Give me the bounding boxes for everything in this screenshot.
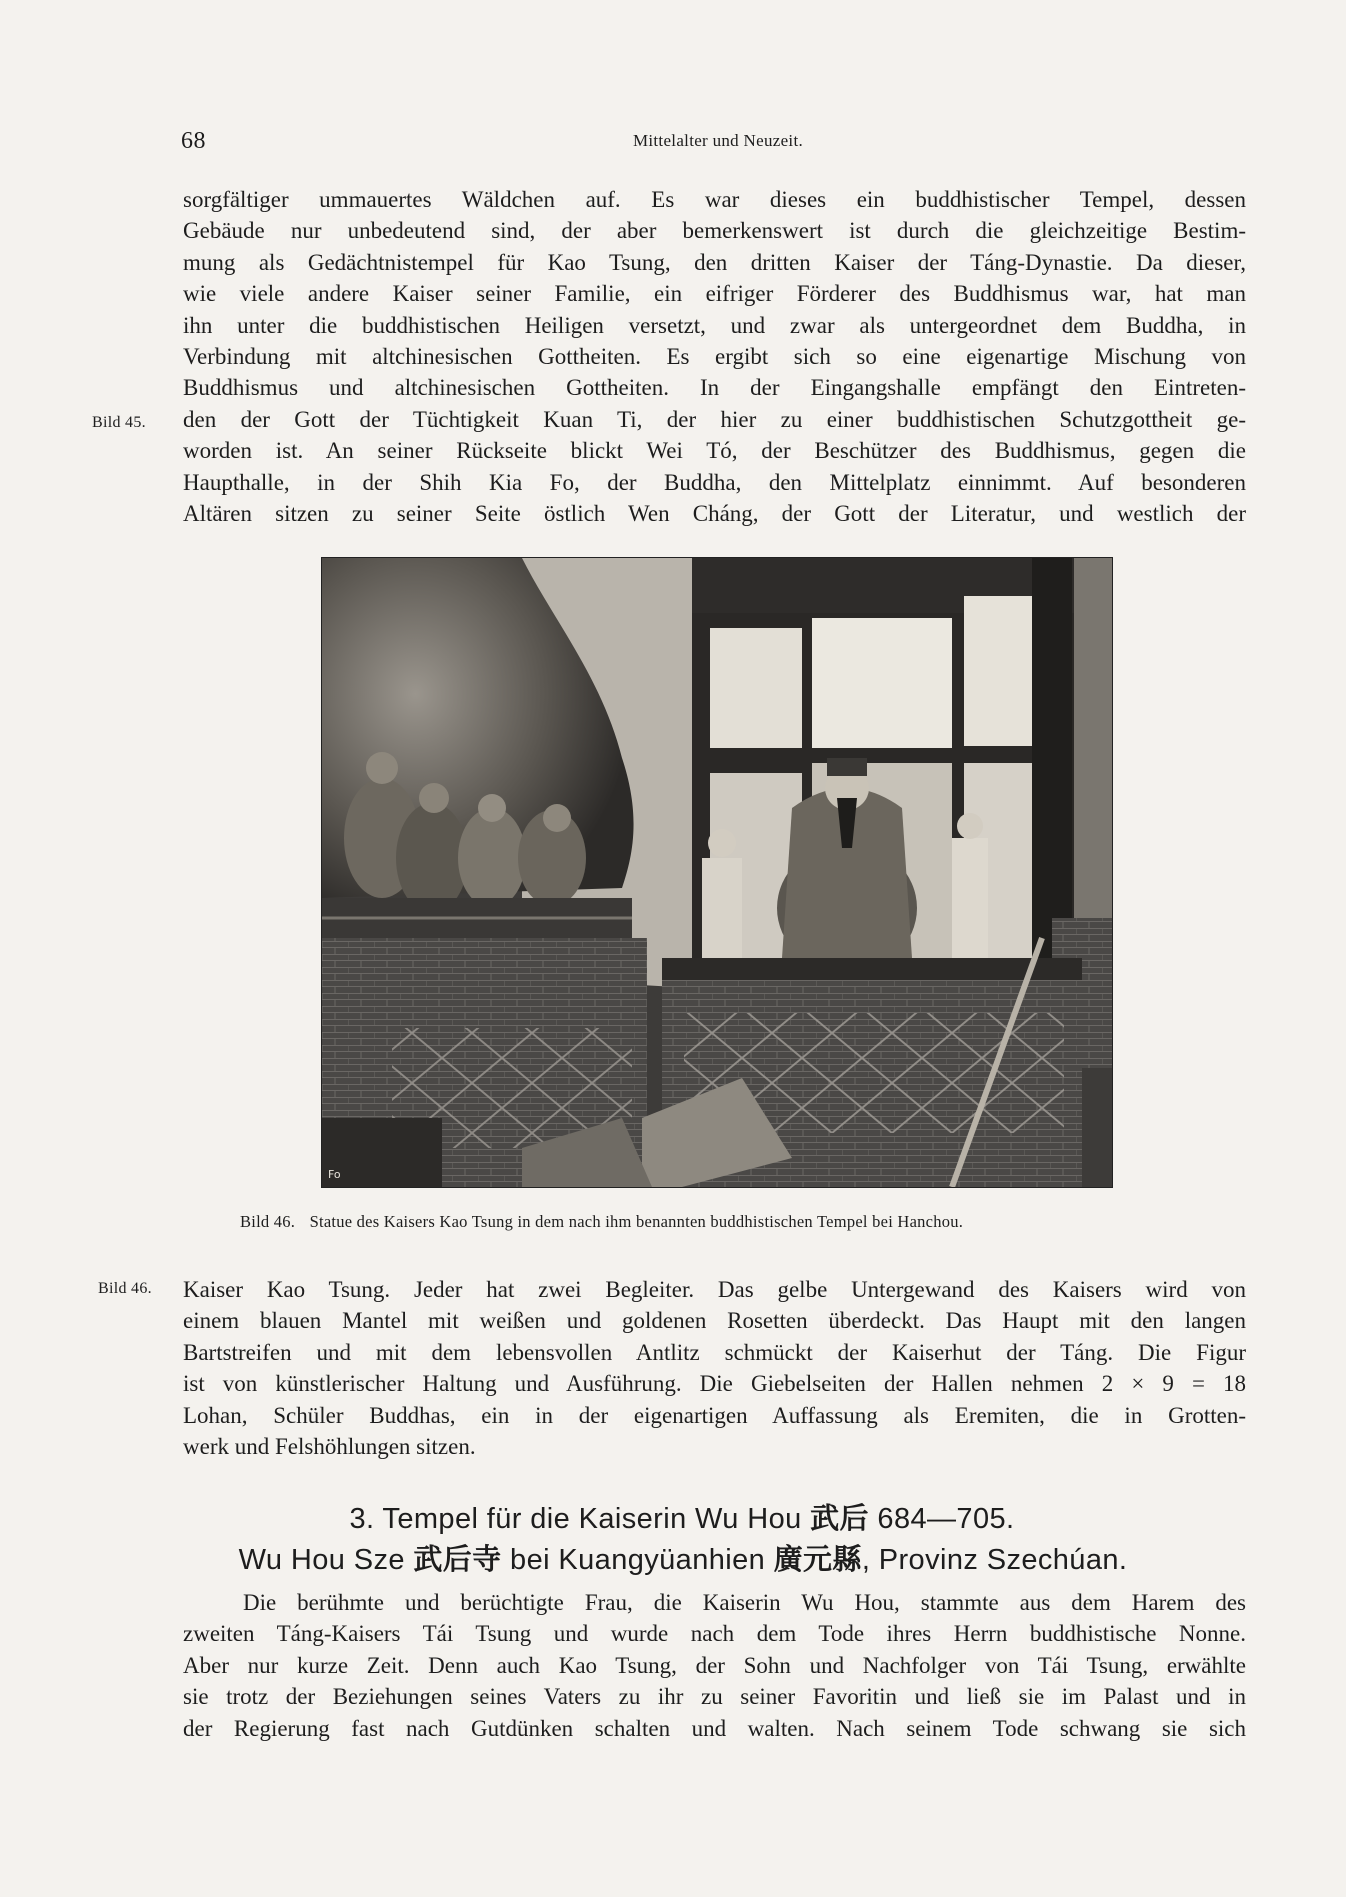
heading-cjk: 武后 xyxy=(810,1501,869,1535)
section-heading-line-2 xyxy=(0,1537,1346,1578)
text-line: Aber nur kurze Zeit. Denn auch Kao Tsung, der Sohn und Nachfolger von Tái Tsung, erwählte xyxy=(183,1652,1246,1678)
heading-cjk: 廣元縣 xyxy=(773,1542,862,1576)
text-line: einem blauen Mantel mit weißen und goldenen Rosetten überdeckt. Das Haupt mit den langen xyxy=(183,1308,1246,1334)
margin-figure-reference: Bild 45. xyxy=(92,414,146,431)
running-title: Mittelalter und Neuzeit. xyxy=(632,131,804,150)
section-heading-line-1 xyxy=(0,1496,1346,1537)
text-line: werk und Felshöhlungen sitzen. xyxy=(183,1434,476,1460)
text-line: worden ist. An seiner Rückseite blickt Wei Tó, der Beschützer des Buddhismus, gegen die xyxy=(183,438,1246,464)
paragraph-2 xyxy=(183,1274,1246,1462)
paragraph-3 xyxy=(183,1587,1246,1744)
text-line: Bartstreifen und mit dem lebensvollen Antlitz schmückt der Kaiserhut der Táng. Die Figur xyxy=(183,1339,1246,1365)
paragraph-1 xyxy=(183,184,1246,529)
text-line: Kaiser Kao Tsung. Jeder hat zwei Begleiter. Das gelbe Untergewand des Kaisers wird von xyxy=(183,1277,1246,1302)
figure-caption-text: Statue des Kaisers Kao Tsung in dem nach ihm benannten buddhistischen Tempel bei Hanchou. xyxy=(309,1212,964,1231)
text-line: Buddhismus und altchinesischen Gottheiten. In der Eingangshalle empfängt den Eintreten- xyxy=(183,375,1246,401)
text-line: ist von künstlerischer Haltung und Ausführung. Die Giebelseiten der Hallen nehmen 2 × 9 = 18 xyxy=(183,1371,1246,1397)
heading-text: 3. Tempel für die Kaiserin Wu Hou xyxy=(349,1503,811,1535)
margin-figure-reference: Bild 46. xyxy=(98,1280,152,1297)
text-line: Verbindung mit altchinesischen Gottheiten. Es ergibt sich so eine eigenartige Mischung von xyxy=(183,344,1246,370)
text-line: sie trotz der Beziehungen seines Vaters zu ihr zu seiner Favoritin und ließ sie im Palast und in xyxy=(183,1684,1246,1710)
heading-text: 684—705. xyxy=(868,1503,1015,1535)
text-line: Altären sitzen zu seiner Seite östlich Wen Cháng, der Gott der Literatur, und westlich der xyxy=(183,501,1246,527)
heading-cjk: 武后寺 xyxy=(413,1542,502,1576)
figure-label: Bild 46. xyxy=(240,1212,296,1231)
text-line: Haupthalle, in der Shih Kia Fo, der Buddha, den Mittelplatz einnimmt. Auf besonderen xyxy=(183,469,1246,495)
text-line: Lohan, Schüler Buddhas, ein in der eigenartigen Auffassung als Eremiten, die in Grotten- xyxy=(183,1402,1246,1428)
text-line: sorgfältiger ummauertes Wäldchen auf. Es war dieses ein buddhistischer Tempel, dessen xyxy=(183,187,1246,212)
text-line: ihn unter die buddhistischen Heiligen versetzt, und zwar als untergeordnet dem Buddha, in xyxy=(183,312,1246,338)
text-line: zweiten Táng-Kaisers Tái Tsung und wurde nach dem Tode ihres Herrn buddhistische Nonne. xyxy=(183,1621,1246,1647)
text-line: der Regierung fast nach Gutdünken schalten und walten. Nach seinem Tode schwang sie sich xyxy=(183,1715,1246,1741)
photo-mark: Fo xyxy=(328,1168,341,1181)
heading-text: , Provinz Szechúan. xyxy=(861,1544,1128,1576)
figure-caption xyxy=(240,1212,1200,1232)
text-line: mung als Gedächtnistempel für Kao Tsung, den dritten Kaiser der Táng-Dynastie. Da dieser, xyxy=(183,249,1246,275)
text-line: den der Gott der Tüchtigkeit Kuan Ti, der hier zu einer buddhistischen Schutzgottheit ge- xyxy=(183,406,1246,432)
text-line: Die berühmte und berüchtigte Frau, die Kaiserin Wu Hou, stammte aus dem Harem des xyxy=(243,1590,1246,1615)
temple-photograph xyxy=(321,557,1113,1188)
heading-text: bei Kuangyüanhien xyxy=(501,1544,774,1576)
text-line: wie viele andere Kaiser seiner Familie, ein eifriger Förderer des Buddhismus war, hat man xyxy=(183,281,1246,307)
page-number: 68 xyxy=(181,128,206,154)
heading-text: Wu Hou Sze xyxy=(238,1544,414,1576)
text-line: Gebäude nur unbedeutend sind, der aber bemerkenswert ist durch die gleichzeitige Bestim- xyxy=(183,218,1246,244)
